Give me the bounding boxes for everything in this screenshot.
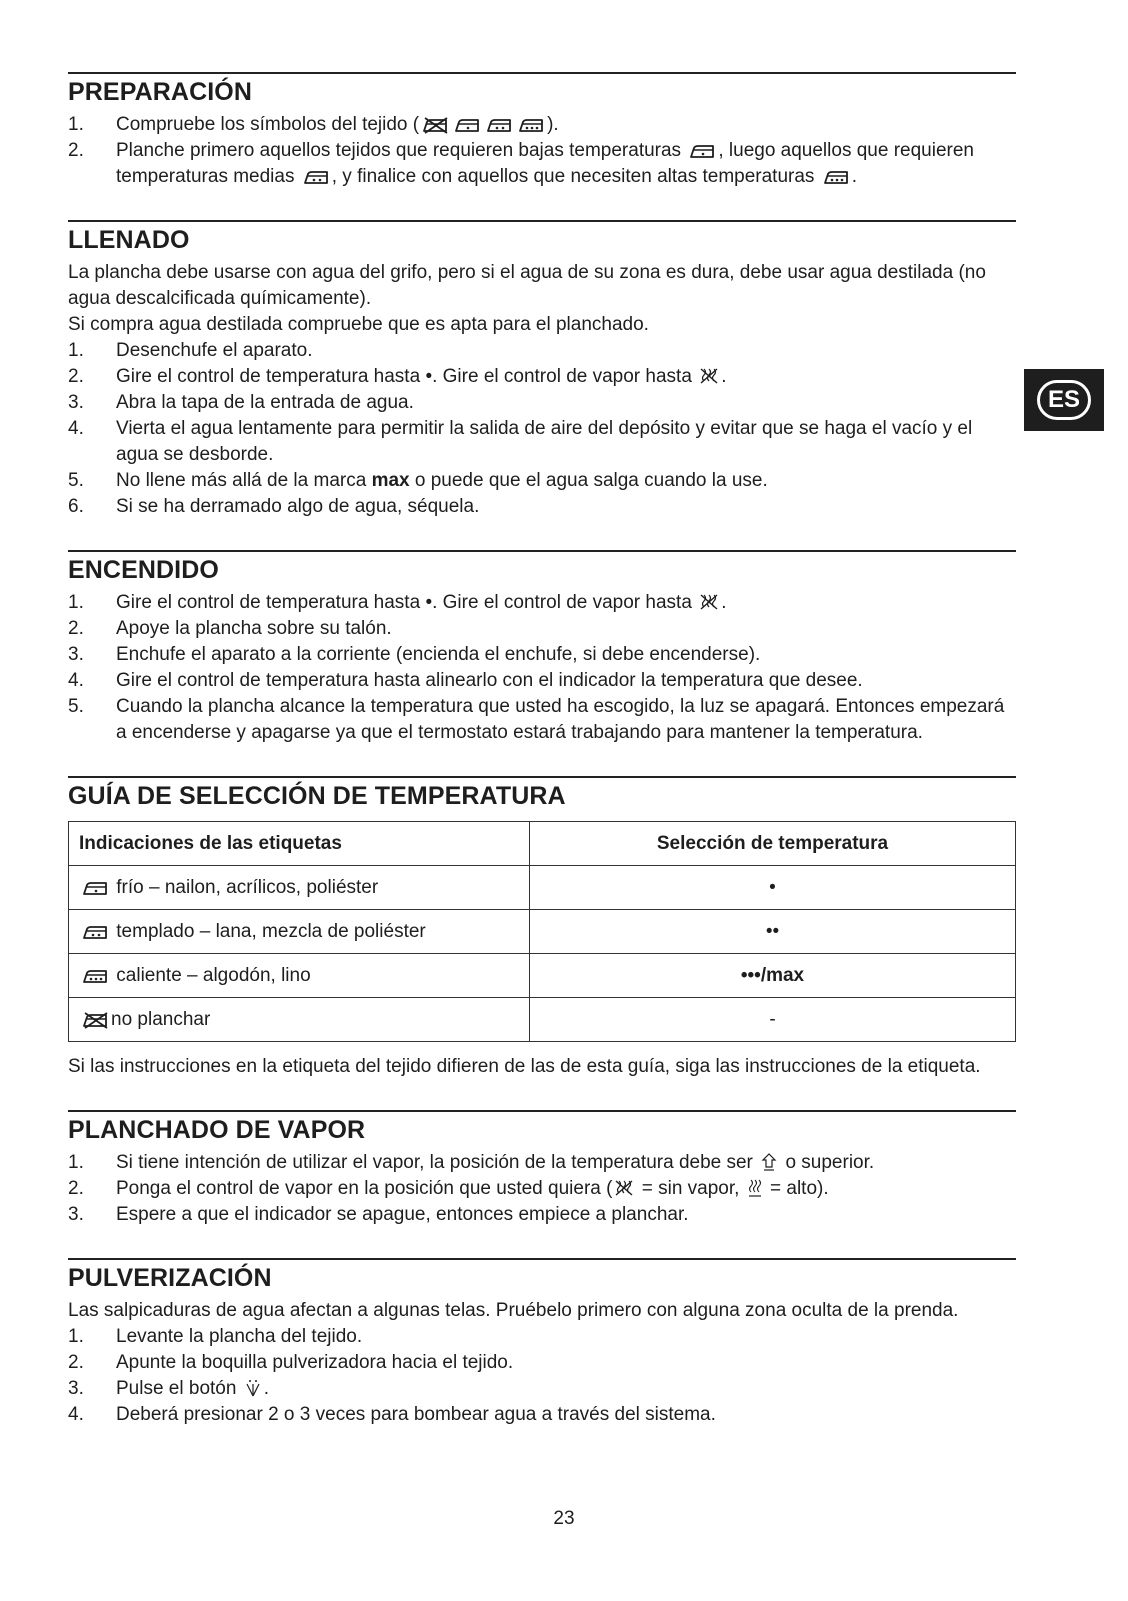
page-number: 23 [553,1508,575,1529]
row-label: frío – nailon, acrílicos, poliéster [116,876,379,898]
iron-1dot-icon [81,879,109,897]
table-header-selection: Selección de temperatura [530,822,1016,866]
section-title: PLANCHADO DE VAPOR [68,1116,366,1144]
item-number: 4. [68,418,84,439]
row-label: templado – lana, mezcla de poliéster [116,920,426,942]
item-text: Pulse el botón [116,1378,242,1399]
steam-off-icon [614,1178,634,1198]
section-encendido [68,550,1016,746]
item-number: 1. [68,1326,84,1347]
temperature-table [68,821,1016,1042]
list-item [68,1176,1016,1202]
section-vapor [68,1110,1016,1228]
item-text: Deberá presionar 2 o 3 veces para bombear agua a través del sistema. [116,1404,716,1425]
item-text: No llene más allá de la marca [116,470,372,491]
page-content [68,72,1016,1458]
section-pulverizacion [68,1258,1016,1428]
row-label: caliente – algodón, lino [116,964,311,986]
paragraph: La plancha debe usarse con agua del grifo, pero si el agua de su zona es dura, debe usar agua destilada (no agua descalcificada químicamente). [68,262,986,309]
list-item [68,138,1016,190]
table-cell-label [69,866,530,910]
item-number: 2. [68,1352,84,1373]
item-text: Apoye la plancha sobre su talón. [116,618,392,639]
section-guia [68,776,1016,1080]
iron-3dot-icon [517,116,545,134]
item-text: , luego aquellos que requieren temperaturas medias [116,140,974,187]
section-preparacion [68,72,1016,190]
iron-1dot-icon [688,142,716,160]
list-item [68,642,1016,668]
list-item [68,112,1016,138]
item-number: 3. [68,1378,84,1399]
list-item [68,1202,1016,1228]
max-mark-text: max [371,470,410,491]
table-cell-value: •• [530,910,1016,954]
item-number: 3. [68,392,84,413]
language-badge: ES [1037,380,1091,420]
item-text: = alto). [764,1178,829,1199]
item-text: Compruebe los símbolos del tejido ( [116,114,420,135]
list-item [68,1376,1016,1402]
list-item [68,1402,1016,1428]
item-text: Cuando la plancha alcance la temperatura que usted ha escogido, la luz se apagará. Entonces empezará a encenderse y apagarse ya que el termostato estará trabajando para mantener la temperatura. [116,696,1005,743]
section-divider [68,72,1016,74]
item-number: 3. [68,644,84,665]
language-tab [1024,369,1104,431]
item-number: 6. [68,496,84,517]
iron-2dot-icon [81,923,109,941]
table-cell-label [69,910,530,954]
item-text: . [263,1378,269,1399]
item-number: 1. [68,1152,84,1173]
item-text: Levante la plancha del tejido. [116,1326,363,1347]
list-item [68,338,1016,364]
section-title: LLENADO [68,226,190,254]
item-text: = sin vapor, [636,1178,745,1199]
paragraph: Si compra agua destilada compruebe que es apta para el planchado. [68,314,649,335]
list-item [68,468,1016,494]
item-text: , y finalice con aquellos que necesiten altas temperaturas [331,166,820,187]
iron-3dot-icon [81,967,109,985]
item-number: 1. [68,592,84,613]
temperature-dot-icon: • [425,366,433,387]
iron-1dot-icon [453,116,481,134]
list-item [68,1350,1016,1376]
item-text: . [721,366,727,387]
table-cell-label [69,998,530,1042]
item-text: Si tiene intención de utilizar el vapor, la posición de la temperatura debe ser [116,1152,759,1173]
item-text: . [721,592,727,613]
item-text: Gire el control de temperatura hasta [116,592,426,613]
item-number: 1. [68,114,84,135]
iron-2dot-icon [302,168,330,186]
item-text: Espere a que el indicador se apague, entonces empiece a planchar. [116,1204,689,1225]
iron-crossed-icon [421,116,449,134]
item-text: Abra la tapa de la entrada de agua. [116,392,414,413]
list-item [68,590,1016,616]
item-number: 2. [68,618,84,639]
list-item [68,694,1016,746]
item-text: Gire el control de temperatura hasta alinearlo con el indicador la temperatura que desee. [116,670,863,691]
temperature-dot-icon: • [425,592,433,613]
item-text: Vierta el agua lentamente para permitir la salida de aire del depósito y evitar que se haga el vacío y el agua se desborde. [116,418,973,465]
list-item [68,416,1016,468]
item-text: o superior. [780,1152,875,1173]
item-text: Ponga el control de vapor en la posición que usted quiera ( [116,1178,613,1199]
item-text: Si se ha derramado algo de agua, séquela. [116,496,480,517]
section-title: PREPARACIÓN [68,78,252,106]
section-divider [68,220,1016,222]
item-text: Gire el control de temperatura hasta [116,366,426,387]
item-number: 4. [68,670,84,691]
list-item [68,494,1016,520]
list-item [68,616,1016,642]
iron-2dot-icon [485,116,513,134]
section-title: PULVERIZACIÓN [68,1264,272,1292]
spray-icon [244,1378,262,1398]
list-item [68,390,1016,416]
section-divider [68,550,1016,552]
item-text: . [851,166,857,187]
item-text: Planche primero aquellos tejidos que requieren bajas temperaturas [116,140,687,161]
table-cell-value: • [530,866,1016,910]
item-number: 4. [68,1404,84,1425]
row-label: no planchar [111,1008,211,1030]
item-text: Desenchufe el aparato. [116,340,313,361]
item-number: 2. [68,366,84,387]
item-text: . Gire el control de vapor hasta [432,592,698,613]
item-text: Enchufe el aparato a la corriente (encienda el enchufe, si debe encenderse). [116,644,761,665]
list-item [68,364,1016,390]
item-text: Apunte la boquilla pulverizadora hacia el tejido. [116,1352,514,1373]
table-cell-value: •••/max [530,954,1016,998]
list-item [68,1150,1016,1176]
section-divider [68,1258,1016,1260]
table-cell-label [69,954,530,998]
table-header-row [69,822,1016,866]
item-text: . Gire el control de vapor hasta [432,366,698,387]
table-row [69,910,1016,954]
steam-min-temp-icon [760,1152,778,1172]
iron-3dot-icon [822,168,850,186]
item-number: 3. [68,1204,84,1225]
item-text: ). [547,114,559,135]
table-note: Si las instrucciones en la etiqueta del tejido difieren de las de esta guía, siga las instrucciones de la etiqueta. [68,1056,981,1077]
item-number: 5. [68,470,84,491]
item-text: o puede que el agua salga cuando la use. [409,470,768,491]
section-title: GUÍA DE SELECCIÓN DE TEMPERATURA [68,782,566,810]
section-llenado [68,220,1016,520]
section-divider [68,776,1016,778]
section-title: ENCENDIDO [68,556,219,584]
table-cell-value: - [530,998,1016,1042]
section-divider [68,1110,1016,1112]
table-header-labels: Indicaciones de las etiquetas [69,822,530,866]
table-row [69,954,1016,998]
item-number: 2. [68,140,84,161]
steam-high-icon [747,1178,763,1198]
list-item [68,668,1016,694]
iron-crossed-icon [81,1011,109,1029]
table-row [69,998,1016,1042]
item-number: 5. [68,696,84,717]
item-number: 2. [68,1178,84,1199]
table-row [69,866,1016,910]
steam-off-icon [699,592,719,612]
item-number: 1. [68,340,84,361]
list-item [68,1324,1016,1350]
paragraph: Las salpicaduras de agua afectan a algunas telas. Pruébelo primero con alguna zona oculta de la prenda. [68,1300,959,1321]
steam-off-icon [699,366,719,386]
